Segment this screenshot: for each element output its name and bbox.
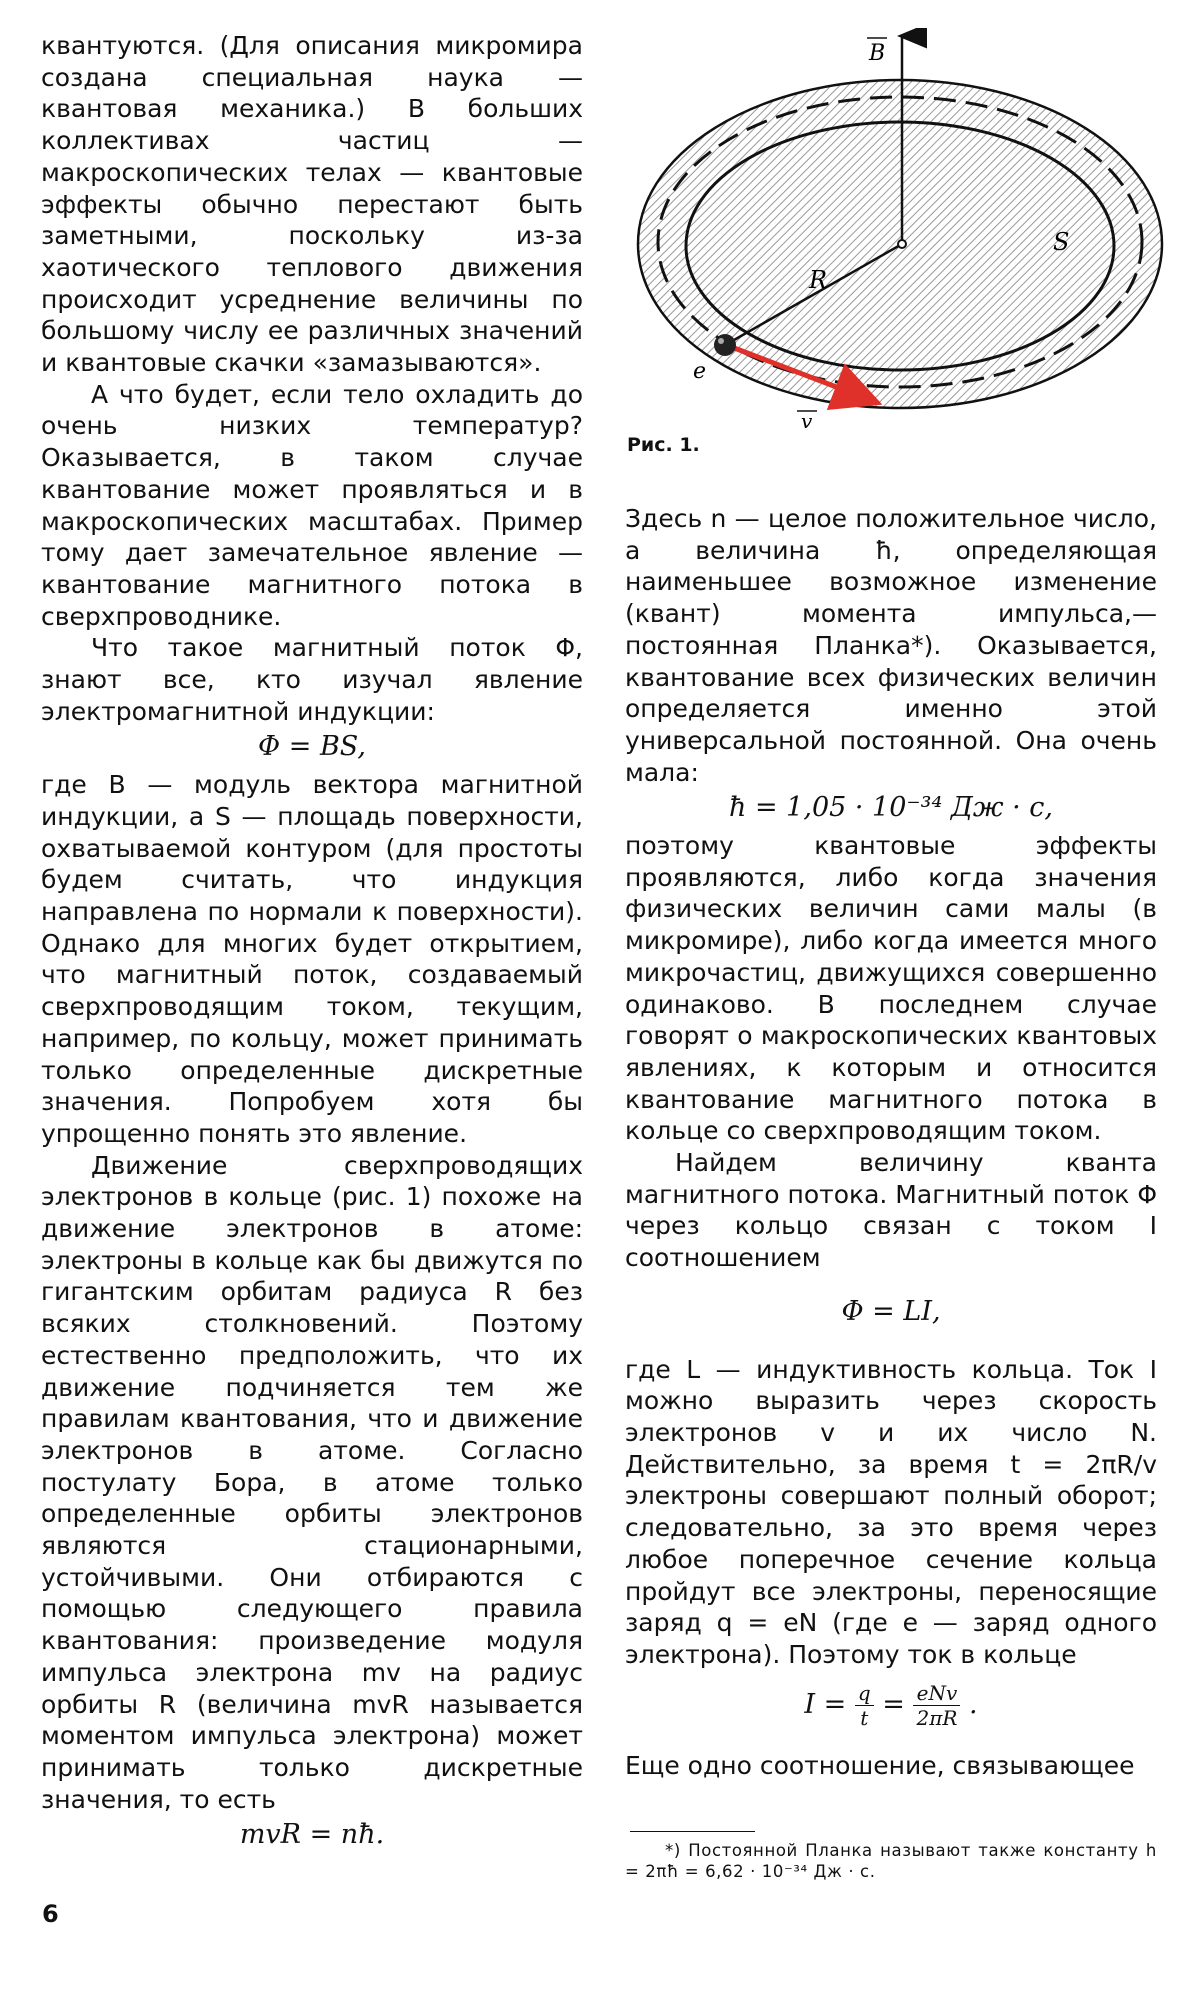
paragraph: Движение сверхпроводящих электронов в кольце (рис. 1) похоже на движение электронов в атоме: электроны в кольце как бы движутся по гигантским орбитам радиуса R без всяких столкновений. Поэтому естественно предположить, что их движение подчиняется тем же правилам квантования, что и движение электронов в атоме. Согласно постулату Бора, в атоме только определенные орбиты электронов являются стационарными, устойчивыми. Они отбираются с помощью следующего правила квантования: произведение модуля импульса электрона mv на радиус орбиты R (величина mvR называется моментом импульса электрона) может принимать только дискретные значения, то есть [41,1150,583,1814]
footnote: *) Постоянной Планка называют также константу h = 2πħ = 6,62 · 10⁻³⁴ Дж · с. [625,1841,1157,1881]
fraction-numerator: q [855,1681,874,1706]
formula-current [625,1681,1157,1730]
formula-current-lhs: I = [804,1688,847,1720]
formula-planck: ħ = 1,05 · 10⁻³⁴ Дж · с, [729,792,1053,824]
label-e: e [693,359,707,384]
paragraph: квантуются. (Для описания микромира создана специальная наука — квантовая механика.) В больших коллективах частиц — макроскопических телах — квантовые эффекты обычно перестают быть заметными, поскольку из-за хаотического теплового движения происходит усреднение величины по большому числу ее различных значений и квантовые скачки «замазываются». [41,31,583,378]
formula-flux: Φ = BS, [258,731,366,763]
left-column [41,30,583,1857]
paragraph: А что будет, если тело охладить до очень низких температур? Оказывается, в таком случае квантование может проявляться и в макроскопических масштабах. Пример тому дает замечательное явление — квантование магнитного потока в сверхпроводнике. [41,379,583,631]
right-column [625,503,1157,1781]
electron [714,334,736,356]
formula-bohr: mvR = nħ. [239,1819,385,1851]
formula-current-end: . [969,1688,978,1720]
center-point [898,240,906,248]
paragraph: Что такое магнитный поток Φ, знают все, кто изучал явление электромагнитной индукции: [41,633,583,726]
electron-highlight [718,338,724,344]
fraction-denominator: t [860,1705,869,1730]
paragraph: поэтому квантовые эффекты проявляются, либо когда значения физических величин сами малы (в микромире), либо когда имеется много микрочастиц, движущихся совершенно одинаково. В последнем случае говорят о макроскопических квантовых явлениях, к которым и относится квантование магнитного потока в кольце со сверхпроводящим током. [625,831,1157,1146]
paragraph: Еще одно соотношение, связывающее [625,1750,1135,1780]
label-s: S [1053,228,1070,256]
fraction-denominator: 2πR [916,1705,958,1730]
label-r: R [809,266,828,294]
paragraph: Здесь n — целое положительное число, а величина ħ, определяющая наименьшее возможное изменение (квант) момента импульса,— постоянная Планка*). Оказывается, квантование всех физических величин определяется именно этой универсальной постоянной. Она очень мала: [625,504,1157,787]
paragraph: Найдем величину кванта магнитного потока. Магнитный поток Φ через кольцо связан с током I соотношением [625,1148,1157,1273]
figure-caption: Рис. 1. [627,434,700,456]
label-b: B [869,41,886,66]
fraction-numerator: eNv [913,1681,960,1706]
fraction-eNv-2piR [913,1681,960,1730]
fraction-q-t [855,1681,874,1730]
figure-ring [625,28,1170,448]
page-number: 6 [42,1900,59,1928]
label-v: v [801,409,813,433]
paragraph: где L — индуктивность кольца. Ток I можно выразить через скорость электронов v и их число N. Действительно, за время t = 2πR/v электроны совершают полный оборот; следовательно, за это время через любое поперечное сечение кольца пройдут все электроны, переносящие заряд q = eN (где e — заряд одного электрона). Поэтому ток в кольце [625,1354,1157,1669]
formula-current-equals: = [882,1688,905,1720]
formula-inductance: Φ = LI, [841,1295,941,1327]
paragraph: где B — модуль вектора магнитной индукции, а S — площадь поверхности, охватываемой контуром (для простоты будем считать, что индукция направлена по нормали к поверхности). Однако для многих будет открытием, что магнитный поток, создаваемый сверхпроводящим током, текущим, например, по кольцу, может принимать только определенные дискретные значения. Попробуем хотя бы упрощенно понять это явление. [41,770,583,1148]
footnote-divider [630,1831,755,1832]
